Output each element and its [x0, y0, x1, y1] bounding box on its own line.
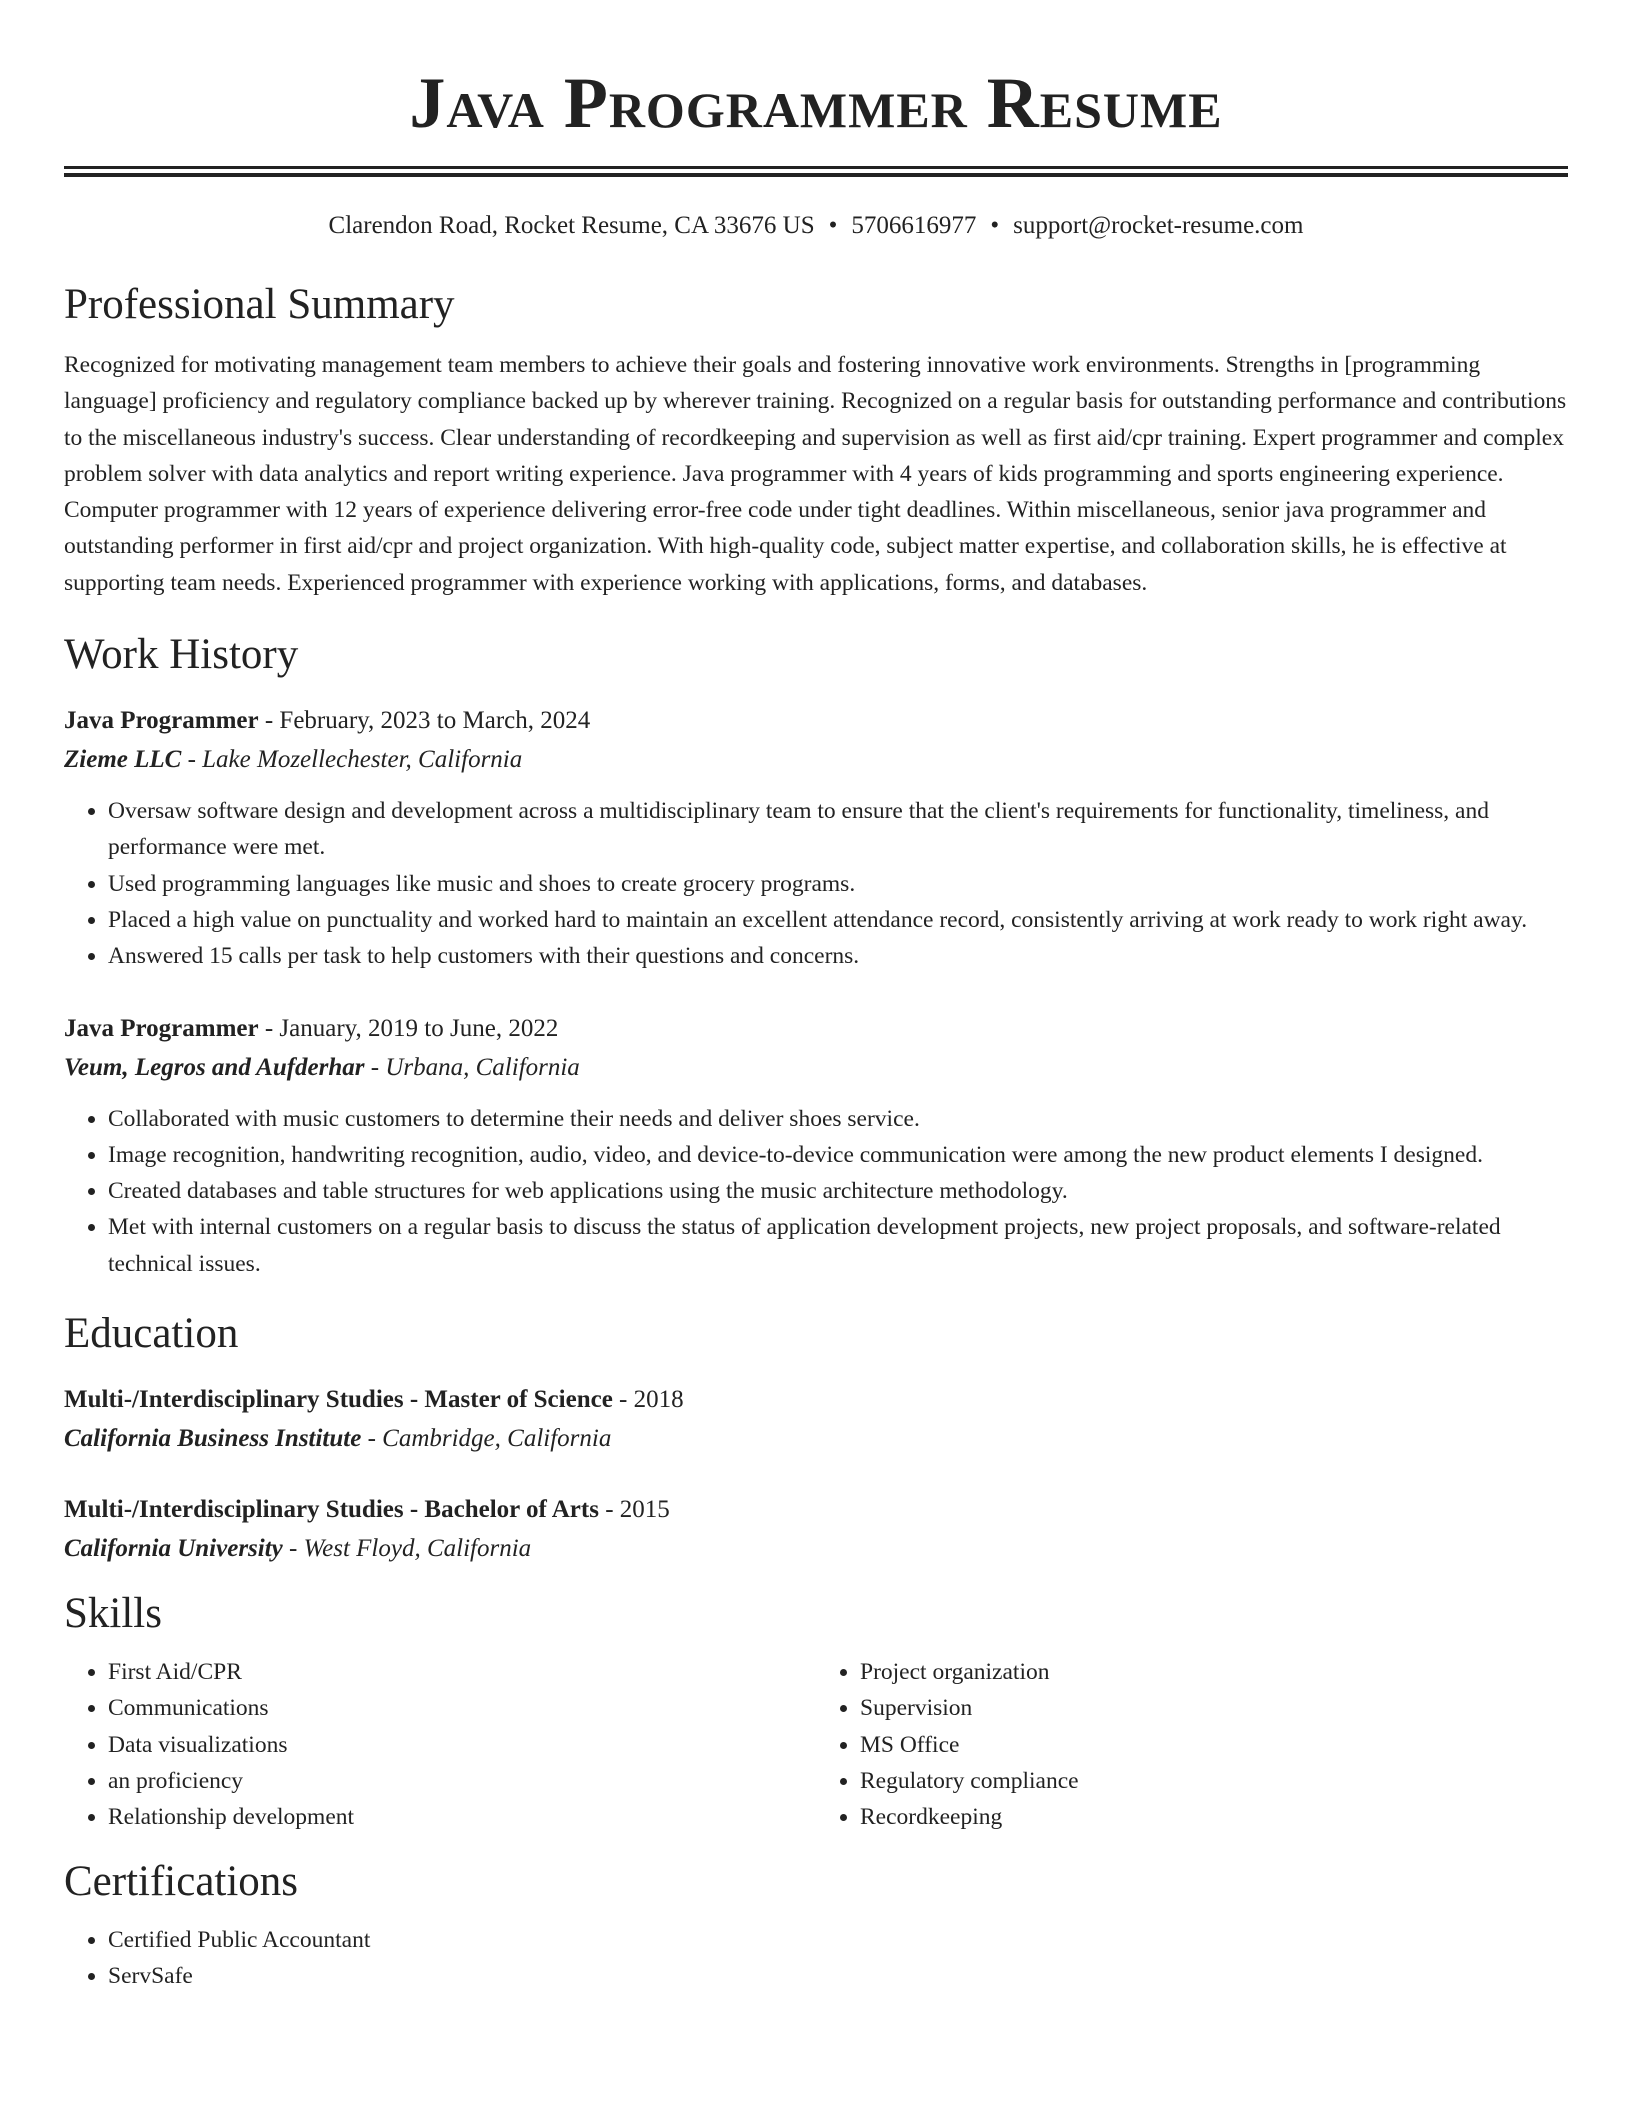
education-header	[64, 1490, 1568, 1529]
job-company-line	[64, 1048, 1568, 1087]
list-item: • Collaborated with music customers to determine their needs and deliver shoes service.	[108, 1101, 1568, 1137]
list-item: • Image recognition, handwriting recognition, audio, video, and device-to-device communication were among the new product elements I designed.	[108, 1137, 1568, 1173]
skill-item: • Communications	[108, 1690, 816, 1726]
list-item: • Answered 15 calls per task to help customers with their questions and concerns.	[108, 938, 1568, 974]
skill-item: • Data visualizations	[108, 1727, 816, 1763]
section-heading-summary: Professional Summary	[64, 281, 455, 328]
job-dates: - January, 2019 to June, 2022	[258, 1014, 559, 1042]
contact-email: support@rocket-resume.com	[1013, 212, 1304, 239]
job-dates: - February, 2023 to March, 2024	[258, 707, 591, 735]
skill-item: • MS Office	[860, 1727, 1568, 1763]
education-school-line	[64, 1419, 1568, 1458]
contact-separator: •	[828, 212, 838, 239]
job-company: Veum, Legros and Aufderhar	[64, 1053, 365, 1081]
job-title: Java Programmer	[64, 1014, 259, 1042]
skill-item: • Regulatory compliance	[860, 1763, 1568, 1799]
section-heading-work-history: Work History	[64, 631, 299, 679]
job-company-line	[64, 740, 1568, 779]
job-entry	[64, 1009, 1568, 1282]
education-school: California Business Institute	[64, 1425, 362, 1453]
section-heading-skills: Skills	[64, 1590, 162, 1638]
education-year: - 2018	[612, 1386, 684, 1414]
section-heading-certifications: Certifications	[64, 1857, 299, 1905]
job-title: Java Programmer	[64, 707, 259, 735]
summary-text: Recognized for motivating management team members to achieve their goals and fostering innovative work environments. Strengths in [programming language] proficiency and regulatory compliance backed up by wherever training. Recognized on a regular basis for outstanding performance and contributions to the miscellaneous industry's success. Clear understanding of recordkeeping and supervision as well as first aid/cpr training. Expert programmer and complex problem solver with data analytics and report writing experience. Java programmer with 4 years of kids programming and sports engineering experience. Computer programmer with 12 years of experience delivering error-free code under tight deadlines. Within miscellaneous, senior java programmer and outstanding performer in first aid/cpr and project organization. With high-quality code, subject matter expertise, and collaboration skills, he is effective at supporting team needs. Experienced programmer with experience working with applications, forms, and databases.	[64, 352, 1567, 596]
skill-item: • Recordkeeping	[860, 1799, 1568, 1835]
job-location: - Urbana, California	[364, 1053, 580, 1081]
education-location: - West Floyd, California	[282, 1535, 532, 1563]
skill-item: • First Aid/CPR	[108, 1654, 816, 1690]
contact-line	[64, 209, 1568, 243]
certifications-list	[64, 1922, 1568, 1995]
contact-separator: •	[990, 212, 1000, 239]
job-header	[64, 701, 1568, 740]
skills-column-left	[64, 1654, 816, 1835]
contact-address: Clarendon Road, Rocket Resume, CA 33676 US	[328, 212, 815, 239]
job-header	[64, 1009, 1568, 1048]
job-entry	[64, 701, 1568, 974]
job-location: - Lake Mozellechester, California	[181, 746, 523, 774]
job-company: Zieme LLC	[64, 746, 182, 774]
skills-column-right	[816, 1654, 1568, 1835]
education-location: - Cambridge, California	[361, 1425, 612, 1453]
education-school: California University	[64, 1535, 283, 1563]
list-item: • Created databases and table structures for web applications using the music architecture methodology.	[108, 1173, 1568, 1209]
certification-item: • ServSafe	[108, 1958, 1568, 1994]
skill-item: • an proficiency	[108, 1763, 816, 1799]
skills-list	[64, 1654, 1568, 1835]
education-degree: Multi-/Interdisciplinary Studies - Master of Science	[64, 1386, 613, 1414]
resume-title: Java Programmer Resume	[409, 63, 1223, 143]
title-divider	[64, 166, 1568, 177]
certification-item: • Certified Public Accountant	[108, 1922, 1568, 1958]
job-bullets	[64, 793, 1568, 974]
list-item: • Placed a high value on punctuality and worked hard to maintain an excellent attendance record, consistently arriving at work ready to work right away.	[108, 902, 1568, 938]
education-entry	[64, 1380, 1568, 1458]
education-school-line	[64, 1529, 1568, 1568]
education-degree: Multi-/Interdisciplinary Studies - Bachelor of Arts	[64, 1496, 599, 1524]
section-heading-education: Education	[64, 1310, 239, 1358]
education-header	[64, 1380, 1568, 1419]
skill-item: • Relationship development	[108, 1799, 816, 1835]
skill-item: • Supervision	[860, 1690, 1568, 1726]
skill-item: • Project organization	[860, 1654, 1568, 1690]
list-item: • Oversaw software design and development across a multidisciplinary team to ensure that the client's requirements for functionality, timeliness, and performance were met.	[108, 793, 1568, 866]
job-bullets	[64, 1101, 1568, 1282]
education-year: - 2015	[598, 1496, 670, 1524]
education-entry	[64, 1490, 1568, 1568]
contact-phone: 5706616977	[851, 212, 977, 239]
certifications-items	[64, 1922, 1568, 1995]
list-item: • Met with internal customers on a regular basis to discuss the status of application development projects, new project proposals, and software-related technical issues.	[108, 1209, 1568, 1282]
list-item: • Used programming languages like music and shoes to create grocery programs.	[108, 866, 1568, 902]
